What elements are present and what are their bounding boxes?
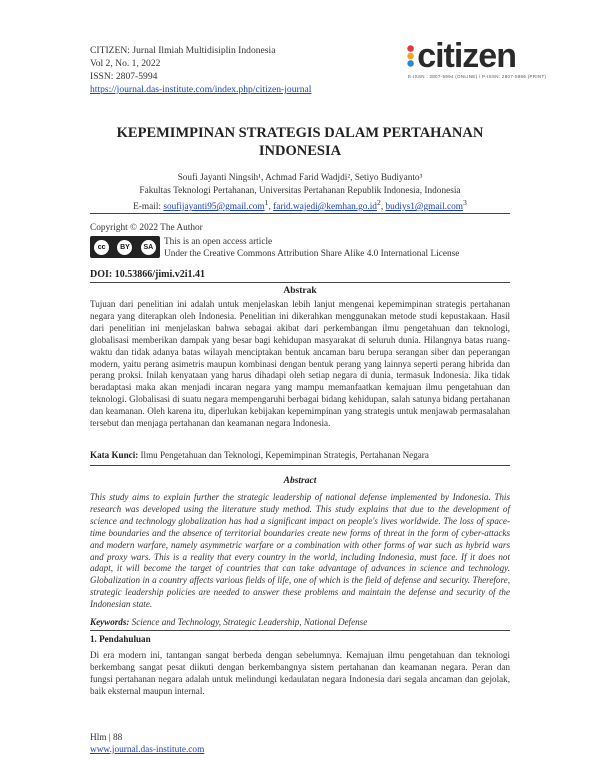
journal-issn: ISSN: 2807-5994 xyxy=(90,71,158,82)
keywords-label: Keywords: xyxy=(90,617,130,627)
journal-header xyxy=(90,44,311,96)
abstract-text: This study aims to explain further the strategic leadership of national defense implemented by Indonesia. This research was developed using the literature study method. This study explains that due to the development of science and technology globalization has had a significant impact on people's lives worldwide. The loss of space-time boundaries and the absence of territorial boundaries create new forms of threat in the form of cyber-attacks and modern warfare, namely asymmetric warfare or a combination with other forms of war such as hybrid wars and proxy wars. This is a reality that every country in the world, including Indonesia, must face. If it does not adapt, it will become the target of countries that can take advantage of advances in science and technology. Globalization in a country affects various fields of life, one of which is the field of defense and security. Therefore, strategic leadership policies are needed to answer these problems and maintain the defense and security of the Indonesian state. xyxy=(90,492,510,610)
email-separator-1: , xyxy=(268,202,274,213)
by-icon: BY xyxy=(117,240,132,255)
logo-subtitle: E-ISSN : 2807-5994 (ONLINE) / P-ISSN: 2807-5986 (PRINT) xyxy=(408,74,547,79)
copyright-notice: Copyright © 2022 The Author xyxy=(90,223,203,233)
intro-text: Di era modern ini, tantangan sangat berbeda dengan sebelumnya. Kemajuan ilmu pengetahuan dan teknologi berkembang sangat pesat diikuti dengan berkembangnya sistem pertahanan dan keamanan negara. Peran dan fungsi pertahanan negara adalah untuk melindungi kedaulatan negara Indonesia dari segala ancaman dan gejolak, baik eksternal maupun internal. xyxy=(90,650,510,696)
article-title xyxy=(90,124,510,160)
kata-kunci-values: Ilmu Pengetahuan dan Teknologi, Kepemimpinan Strategis, Pertahanan Negara xyxy=(138,450,429,460)
citizen-logo xyxy=(404,37,547,88)
author-emails xyxy=(90,197,510,214)
email-link-3[interactable]: budiys1@gmail.com xyxy=(385,202,463,213)
email-link-1[interactable]: soufijayanti95@gmail.com xyxy=(163,202,265,213)
logo-wordmark: citizen xyxy=(417,37,516,75)
cc-icon: cc xyxy=(94,240,109,255)
kata-kunci xyxy=(90,450,510,460)
logo-mark-icon xyxy=(404,41,417,71)
kata-kunci-label: Kata Kunci: xyxy=(90,450,139,460)
author-block xyxy=(90,172,510,214)
abstract-heading: Abstract xyxy=(283,476,317,486)
abstract-bottom-rule xyxy=(90,630,510,631)
doi-line: DOI: 10.53866/jimi.v2i1.41 xyxy=(90,269,205,280)
license-line-2: Under the Creative Commons Attribution Share Alike 4.0 International License xyxy=(164,249,460,259)
abstrak-text: Tujuan dari penelitian ini adalah untuk menjelaskan lebih lanjut mengenai kepemimpinan strategis pertahanan negara yang diterapkan oleh Indonesia. Penelitian ini dikerahkan menggunakan metode studi kepustakaan. Hasil dari penelitian ini menjelaskan bahwa sebagai akibat dari perkembangan ilmu pengetahuan dan teknologi, globalisasi memberikan dampak yang besar bagi kehidupan masyarakat di seluruh dunia. Hilangnya batas ruang-waktu dan tidak adanya batas wilayah menciptakan bentuk ancaman baru berupa serangan siber dan peperangan modern, yaitu perang asimetris maupun kombinasi dengan bentuk perang yang lainnya seperti perang hibrida dan perang proksi. Inilah kenyataan yang harus dihadapi oleh setiap negara di dunia, termasuk Indonesia. Jika tidak beradaptasi maka akan menjadi incaran negara yang mampu memanfaatkan kemajuan ilmu pengetahuan dan teknologi. Globalisasi di suatu negara mempengaruhi berbagai bidang kehidupan, salah satunya bidang pertahanan dan keamanan. Oleh karena itu, diperlukan kebijakan kepemimpinan yang strategis untuk menjawab permasalahan tersebut dan menjaga pertahanan dan keamanan negara Indonesia. xyxy=(90,299,510,429)
sa-icon: SA xyxy=(141,240,156,255)
page-footer xyxy=(90,732,204,756)
email-sup-2: 2 xyxy=(376,198,381,207)
email-separator-2: , xyxy=(380,202,386,213)
license-text xyxy=(164,236,459,260)
license-line-1: This is an open access article xyxy=(164,237,273,247)
email-sup-3: 3 xyxy=(463,198,467,207)
intro-heading: 1. Pendahuluan xyxy=(90,634,151,644)
cc-license-badge[interactable] xyxy=(90,236,160,258)
page-number: Hlm | 88 xyxy=(90,733,123,743)
email-sup-1: 1 xyxy=(264,198,269,207)
keywords-values: Science and Technology, Strategic Leadership, National Defense xyxy=(129,617,368,627)
journal-url-link[interactable]: https://journal.das-institute.com/index.php/citizen-journal xyxy=(90,84,312,95)
email-link-2[interactable]: farid.wajedi@kemhan.go.id xyxy=(273,202,377,213)
abstract-mid-rule xyxy=(90,465,510,466)
footer-url-link[interactable]: www.journal.das-institute.com xyxy=(90,745,205,755)
abstrak-heading: Abstrak xyxy=(283,286,317,296)
author-affiliation: Fakultas Teknologi Pertahanan, Universitas Pertahanan Republik Indonesia, Indonesia xyxy=(139,185,461,196)
journal-name: CITIZEN: Jurnal Ilmiah Multidisiplin Indonesia xyxy=(90,45,276,56)
journal-volume: Vol 2, No. 1, 2022 xyxy=(90,58,161,69)
abstract-top-rule xyxy=(90,282,510,283)
email-label: E-mail: xyxy=(133,202,161,213)
author-names: Soufi Jayanti Ningsih¹, Achmad Farid Wadjdi², Setiyo Budiyanto³ xyxy=(177,173,423,183)
title-line-2: INDONESIA xyxy=(258,143,342,159)
keywords xyxy=(90,617,510,627)
title-line-1: KEPEMIMPINAN STRATEGIS DALAM PERTAHANAN xyxy=(116,125,484,141)
divider-line xyxy=(90,213,510,214)
